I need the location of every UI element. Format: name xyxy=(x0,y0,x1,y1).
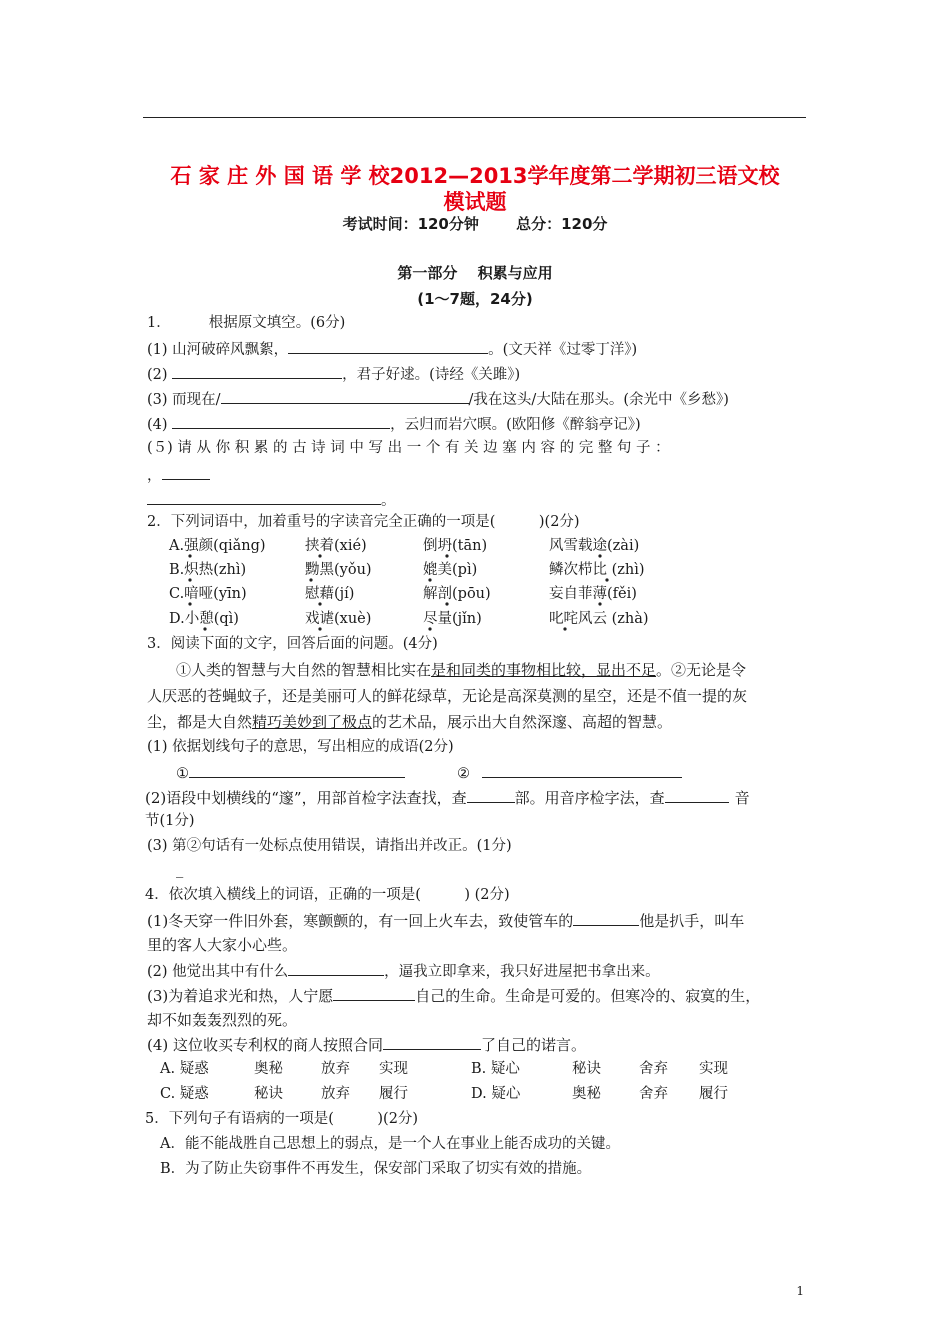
q4-s3-b: 自己的生命。生命是可爱的。但寒冷的、寂寞的生， xyxy=(415,987,761,1005)
q3-stem: 3．阅读下面的文字，回答后面的问题。(4分) xyxy=(147,636,438,652)
q3-blank-2[interactable] xyxy=(482,762,682,778)
q4-c-1: C. 疑惑 xyxy=(160,1086,209,1102)
q4-s4-b: 了自己的诺言。 xyxy=(481,1036,587,1054)
exam-time: 考试时间：120分钟 xyxy=(342,215,479,233)
q1-item-3-source: /我在这头/大陆在那头。(余光中《乡愁》) xyxy=(468,392,729,408)
q4-sentence-1 xyxy=(147,910,744,931)
q2-d-4: 叱咤风云 (zhà) xyxy=(549,611,649,627)
q3-p1-b: 。②无论是令 xyxy=(656,661,747,679)
q5-stem: 5．下列句子有语病的一项是( )(2分) xyxy=(145,1111,419,1127)
q3-sub2 xyxy=(145,787,750,808)
section-heading: 第一部分 积累与应用 xyxy=(397,264,553,282)
q4-sentence-3-cont: 却不如轰轰烈烈的死。 xyxy=(147,1011,298,1029)
q4-s1-b: 他是扒手，叫车 xyxy=(639,912,745,930)
q3-blank-radical[interactable] xyxy=(467,787,515,803)
q2-a-2: 挟着(xié) xyxy=(305,538,367,554)
q3-answer-line: _ xyxy=(176,862,184,878)
q4-b-2: 秘诀 xyxy=(572,1061,601,1077)
q4-sentence-2 xyxy=(147,960,660,982)
q3-circle-1: ① xyxy=(176,766,189,782)
q4-blank-3[interactable] xyxy=(333,985,415,1001)
q2-c-1: C.喑哑(yīn) xyxy=(169,586,247,602)
q3-passage-line3 xyxy=(147,712,672,732)
q4-s4-a: (4) 这位收买专利权的商人按照合同 xyxy=(147,1036,384,1054)
emphasis-dot xyxy=(563,627,566,630)
q1-item-2-text: ，君子好逑。(诗经《关雎》) xyxy=(342,367,521,383)
emphasis-dot xyxy=(428,627,431,630)
q3-blank-1[interactable] xyxy=(189,762,405,778)
q2-b-4: 鳞次栉比 (zhì) xyxy=(549,562,645,578)
q1-item-2-num: (2) xyxy=(147,367,173,383)
q3-sub2-c: 音 xyxy=(734,789,750,807)
q3-passage-line2: 人厌恶的苍蝇蚊子，还是美丽可人的鲜花绿草，无论是高深莫测的星空，还是不值一提的灰 xyxy=(147,687,748,705)
q5-option-b: B．为了防止失窃事件不再发生，保安部门采取了切实有效的措施。 xyxy=(160,1161,592,1177)
q4-options-ab xyxy=(160,1059,728,1079)
q4-sentence-4 xyxy=(147,1034,586,1055)
q4-stem: 4．依次填入横线上的词语，正确的一项是( ) (2分) xyxy=(145,887,510,903)
q3-sub1-answers xyxy=(176,762,682,784)
q4-a-4: 实现 xyxy=(379,1061,408,1077)
q4-sentence-1-cont: 里的客人大家小心些。 xyxy=(147,936,298,954)
q3-underlined-2: 精巧美妙到了极点 xyxy=(252,713,373,731)
q2-b-2: 黝黑(yǒu) xyxy=(305,562,372,578)
q4-c-3: 放弃 xyxy=(321,1086,350,1102)
q4-a-1: A. 疑惑 xyxy=(160,1061,209,1077)
emphasis-dot xyxy=(598,554,601,557)
q4-b-4: 实现 xyxy=(699,1061,728,1077)
q4-blank-1[interactable] xyxy=(573,910,639,926)
q4-s3-a: (3)为着追求光和热，人宁愿 xyxy=(147,987,334,1005)
q2-stem: 2．下列词语中，加着重号的字读音完全正确的一项是( )(2分) xyxy=(147,514,580,530)
q1-item-4-text: ，云归而岩穴暝。(欧阳修《醉翁亭记》) xyxy=(390,417,641,433)
page-number: 1 xyxy=(796,1284,804,1298)
q1-item-6-period: 。 xyxy=(381,493,396,509)
q3-circle-2: ② xyxy=(457,766,470,782)
q2-d-3: 尽量(jǐn) xyxy=(423,611,482,627)
exam-title-line2: 模试题 xyxy=(443,190,507,214)
q2-b-3: 媲美(pì) xyxy=(423,562,478,578)
q4-blank-2[interactable] xyxy=(288,960,384,976)
q1-item-1-text: (1) 山河破碎风飘絮， xyxy=(147,342,289,358)
q1-item-1-source: 。(文天祥《过零丁洋》) xyxy=(488,342,638,358)
emphasis-dot xyxy=(445,602,448,605)
q4-s2-a: (2) 他觉出其中有什么 xyxy=(147,964,289,980)
q1-item-5-comma: ， xyxy=(147,468,162,484)
q3-sub2-b: 部。用音序检字法，查 xyxy=(514,789,665,807)
emphasis-dot xyxy=(598,602,601,605)
q1-item-3-text: (3) 而现在/ xyxy=(147,392,221,408)
emphasis-dot xyxy=(318,554,321,557)
q3-sub1: (1) 依据划线句子的意思，写出相应的成语(2分) xyxy=(147,739,454,755)
emphasis-dot xyxy=(188,578,191,581)
q4-d-2: 奥秘 xyxy=(572,1086,601,1102)
emphasis-dot xyxy=(203,627,206,630)
emphasis-dot xyxy=(309,578,312,581)
q3-p3-a: 尘，都是大自然 xyxy=(147,713,253,731)
q1-item-5: (５) 请 从 你 积 累 的 古 诗 词 中 写 出 一 个 有 关 边 塞 内 容 的 完 整 句 子 ： xyxy=(147,440,670,456)
q2-a-1: A.强颜(qiǎng) xyxy=(169,538,266,554)
q2-c-4: 妄自菲薄(fěi) xyxy=(549,586,637,602)
q4-d-1: D. 疑心 xyxy=(471,1086,521,1102)
q5-option-a: A．能不能战胜自己思想上的弱点，是一个人在事业上能否成功的关键。 xyxy=(160,1136,620,1152)
q4-b-1: B. 疑心 xyxy=(471,1061,520,1077)
q3-blank-letter[interactable] xyxy=(665,787,729,803)
q4-s1-a: (1)冬天穿一件旧外套，寒颤颤的，有一回上火车去，致使管车的 xyxy=(147,912,574,930)
q2-a-3: 倒坍(tān) xyxy=(423,538,488,554)
q4-blank-4[interactable] xyxy=(383,1034,481,1050)
q2-d-1: D.小憩(qì) xyxy=(169,611,239,627)
emphasis-dot xyxy=(318,627,321,630)
q4-options-cd xyxy=(160,1084,728,1104)
q4-d-4: 履行 xyxy=(699,1086,728,1102)
q4-sentence-3 xyxy=(147,985,760,1006)
q2-a-4: 风雪载途(zài) xyxy=(549,538,640,554)
emphasis-dot xyxy=(445,554,448,557)
q3-sub3: (3) 第②句话有一处标点使用错误，请指出并改正。(1分) xyxy=(147,838,512,854)
q3-p1-a: ①人类的智慧与大自然的智慧相比实在 xyxy=(176,661,432,679)
emphasis-dot xyxy=(188,554,191,557)
total-score: 总分：120分 xyxy=(516,215,608,233)
q4-b-3: 舍弃 xyxy=(639,1061,668,1077)
emphasis-dot xyxy=(605,578,608,581)
q4-a-2: 奥秘 xyxy=(254,1061,283,1077)
emphasis-dot xyxy=(318,602,321,605)
q2-d-2: 戏谑(xuè) xyxy=(305,611,372,627)
q1-item-4-num: (4) xyxy=(147,417,173,433)
emphasis-dot xyxy=(428,578,431,581)
q3-p3-b: 的艺术品，展示出大自然深邃、高超的智慧。 xyxy=(372,713,673,731)
q1-number: 1． xyxy=(147,315,171,331)
q4-c-4: 履行 xyxy=(379,1086,408,1102)
q3-sub2-a: (2)语段中划横线的“邃”，用部首检字法查找，查 xyxy=(145,789,467,807)
q3-sub2-cont: 节(1分) xyxy=(145,813,195,829)
q3-underlined-1: 是和同类的事物相比较，显出不足 xyxy=(431,661,657,679)
q4-s2-b: ，逼我立即拿来，我只好进屋把书拿出来。 xyxy=(384,964,660,980)
q4-c-2: 秘诀 xyxy=(254,1086,283,1102)
q4-a-3: 放弃 xyxy=(321,1061,350,1077)
q4-d-3: 舍弃 xyxy=(639,1086,668,1102)
q2-c-2: 慰藉(jí) xyxy=(305,586,355,602)
section-range: (1～7题，24分) xyxy=(417,290,533,308)
q2-c-3: 解剖(pōu) xyxy=(423,586,491,602)
q1-stem: 根据原文填空。(6分) xyxy=(208,315,346,331)
emphasis-dot xyxy=(188,602,191,605)
q3-passage-line1 xyxy=(176,660,746,680)
exam-title-line1: 石 家 庄 外 国 语 学 校2012—2013学年度第二学期初三语文校 xyxy=(170,164,780,188)
q2-b-1: B.炽热(zhì) xyxy=(169,562,247,578)
